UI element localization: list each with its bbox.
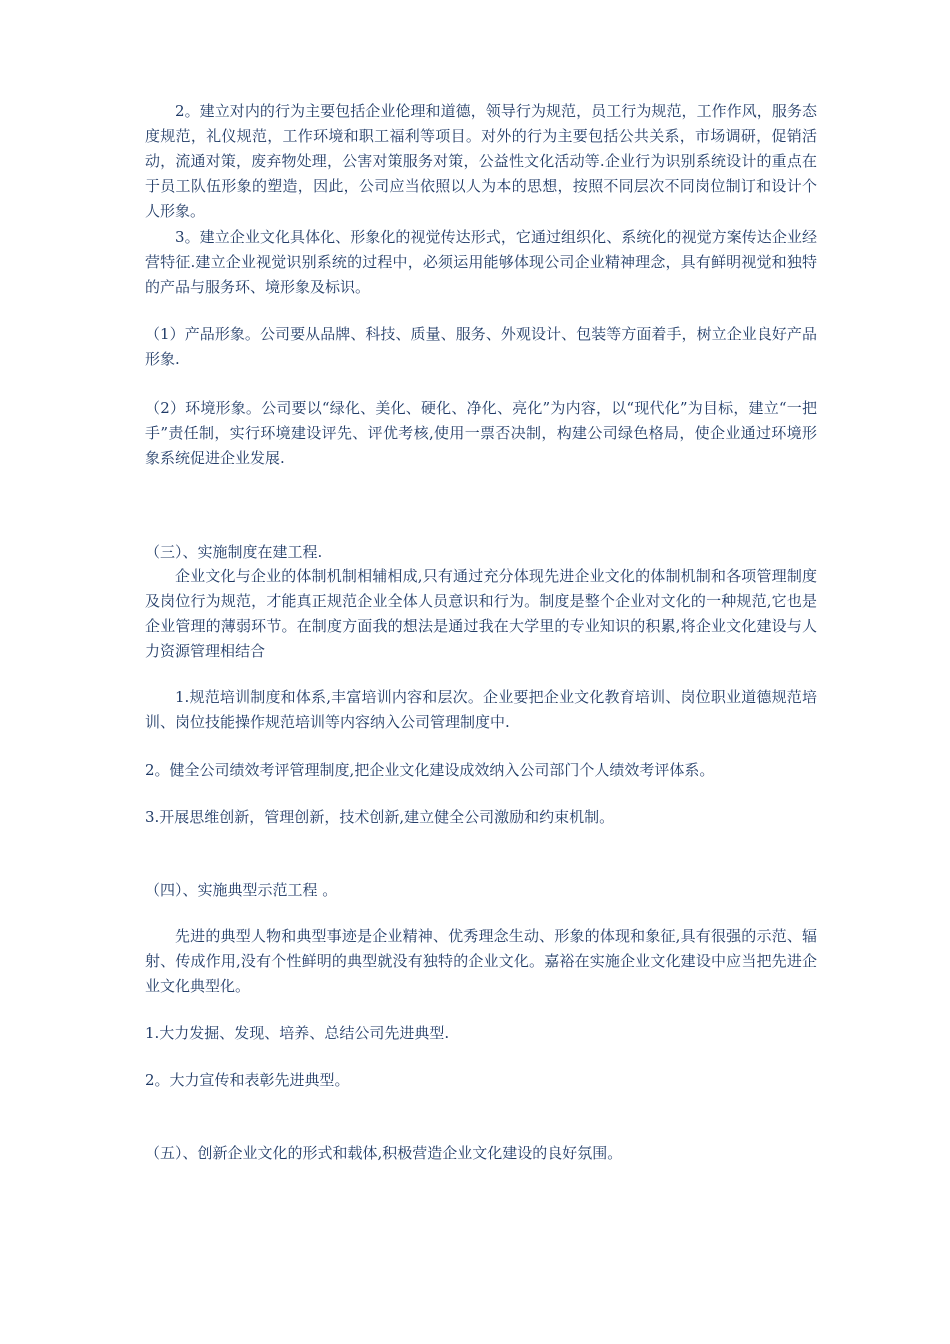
paragraph-product-image: （1）产品形象。公司要从品牌、科技、质量、服务、外观设计、包装等方面着手，树立企业良好产品形象.	[145, 325, 817, 368]
heading-section-4: （四）、实施典型示范工程 。	[145, 881, 338, 899]
paragraph-behavior-identity: 2。建立对内的行为主要包括企业伦理和道德，领导行为规范，员工行为规范，工作作风，服务态度规范，礼仪规范，工作环境和职工福利等项目。对外的行为主要包括公共关系，市场调研，促销活动，流通对策，废弃物处理，公害对策服务对策，公益性文化活动等.企业行为识别系统设计的重点在于员工队伍形象的塑造，因此，公司应当依照以人为本的思想，按照不同层次不同岗位制订和设计个人形象。	[145, 102, 817, 220]
heading-section-3: （三）、实施制度在建工程.	[145, 543, 323, 561]
paragraph-visual-identity: 3。建立企业文化具体化、形象化的视觉传达形式，它通过组织化、系统化的视觉方案传达企业经营特征.建立企业视觉识别系统的过程中，必须运用能够体现公司企业精神理念，具有鲜明视觉和独特的产品与服务环、境形象及标识。	[145, 228, 817, 296]
list-item-promote: 2。大力宣传和表彰先进典型。	[145, 1071, 350, 1089]
heading-section-5: （五）、创新企业文化的形式和载体,积极营造企业文化建设的良好氛围。	[145, 1144, 623, 1162]
list-item-innovation: 3.开展思维创新，管理创新，技术创新,建立健全公司激励和约束机制。	[145, 808, 615, 826]
paragraph-institution: 企业文化与企业的体制机制相辅相成,只有通过充分体现先进企业文化的体制机制和各项管理制度及岗位行为规范，才能真正规范企业全体人员意识和行为。制度是整个企业对文化的一种规范,它也是企业管理的薄弱环节。在制度方面我的想法是通过我在大学里的专业知识的积累,将企业文化建设与人力资源管理相结合	[145, 567, 817, 660]
paragraph-environment-image: （2）环境形象。公司要以“绿化、美化、硬化、净化、亮化”为内容，以“现代化”为目标，建立“一把手”责任制，实行环境建设评先、评优考核,使用一票否决制，构建公司绿色格局，使企业通过环境形象系统促进企业发展.	[145, 399, 817, 467]
list-item-training: 1.规范培训制度和体系,丰富培训内容和层次。企业要把企业文化教育培训、岗位职业道德规范培训、岗位技能操作规范培训等内容纳入公司管理制度中.	[145, 688, 817, 731]
list-item-performance: 2。健全公司绩效考评管理制度,把企业文化建设成效纳入公司部门个人绩效考评体系。	[145, 761, 715, 779]
list-item-discover: 1.大力发掘、发现、培养、总结公司先进典型.	[145, 1024, 450, 1042]
paragraph-model: 先进的典型人物和典型事迹是企业精神、优秀理念生动、形象的体现和象征,具有很强的示范、辐射、传成作用,没有个性鲜明的典型就没有独特的企业文化。嘉裕在实施企业文化建设中应当把先进企业文化典型化。	[145, 927, 817, 995]
